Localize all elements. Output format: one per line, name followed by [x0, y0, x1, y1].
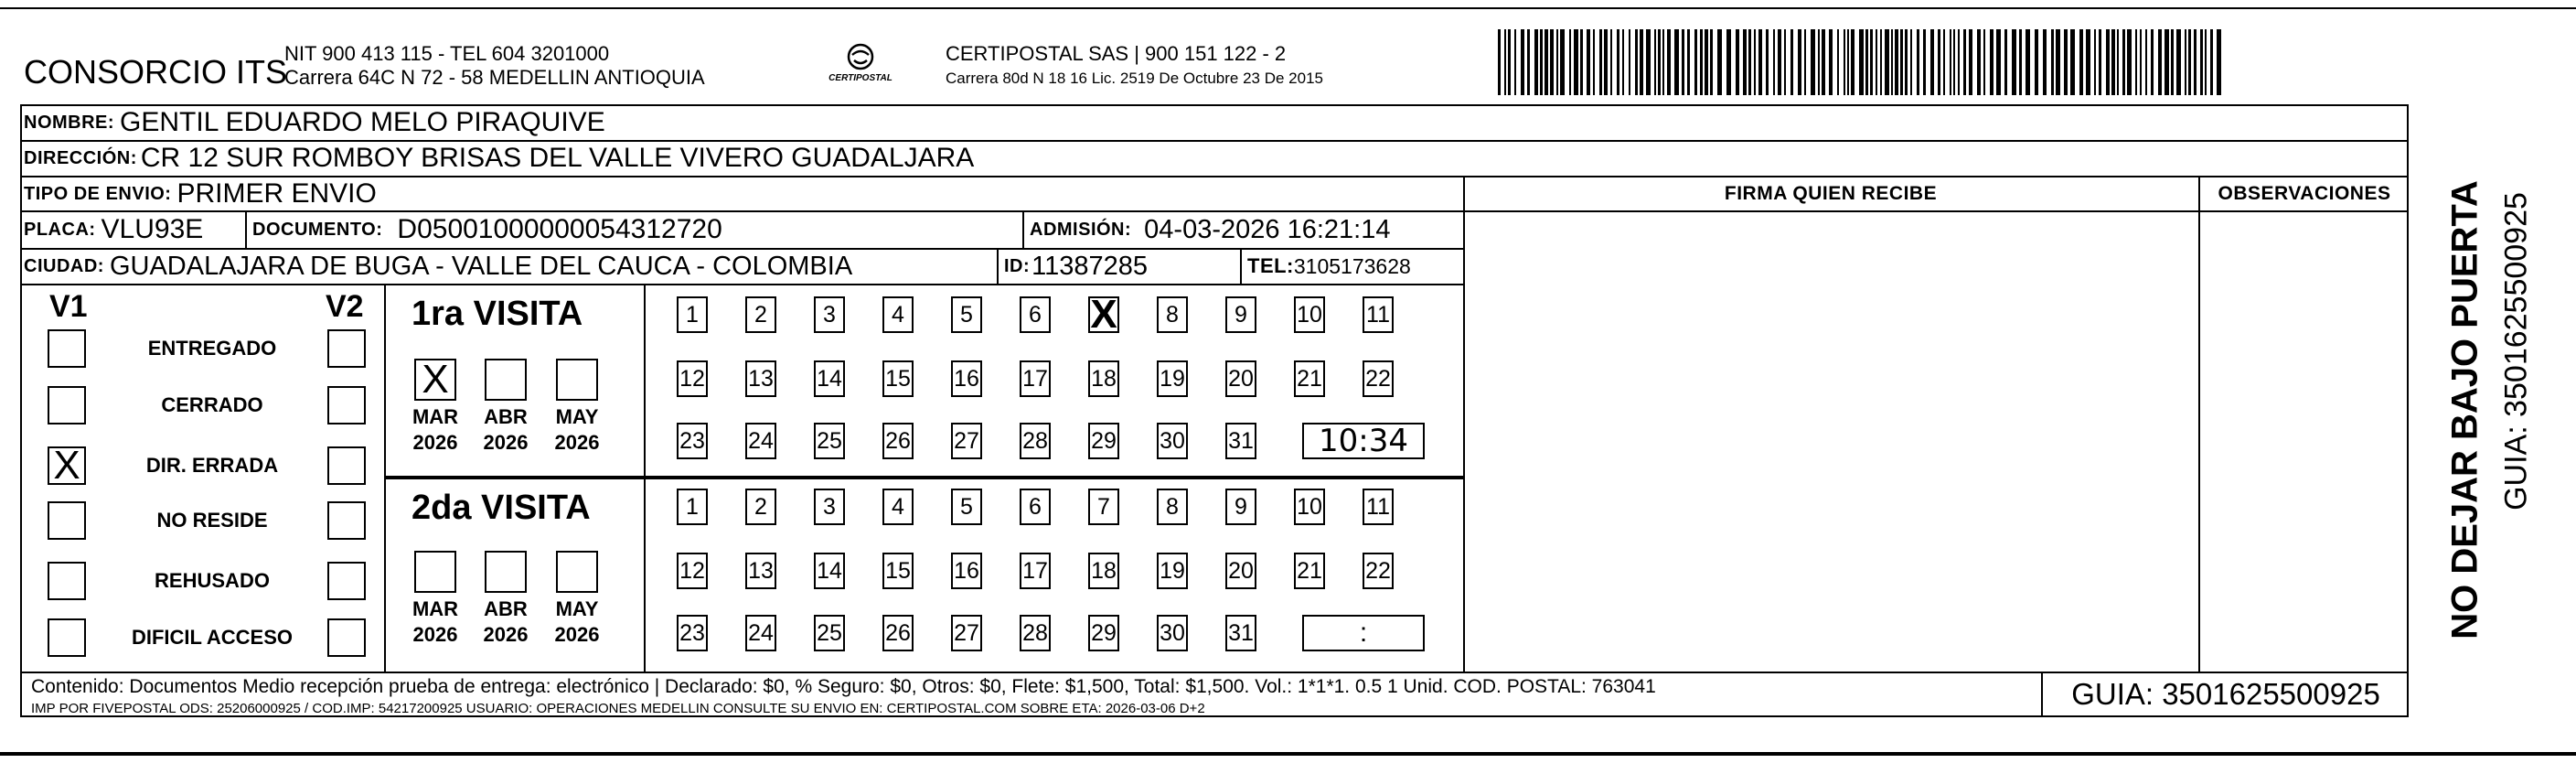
month-year: 2026	[554, 623, 600, 646]
month-name: ABR	[484, 597, 528, 620]
month-year: 2026	[554, 431, 600, 454]
day-box-24[interactable]: 24	[745, 423, 776, 459]
day-box-25[interactable]: 25	[814, 615, 845, 651]
day-box-27[interactable]: 27	[951, 615, 982, 651]
day-box-14[interactable]: 14	[814, 553, 845, 589]
footer-contenido: Contenido: Documentos Medio recepción prueba de entrega: electrónico | Declarado: $0, % Seguro: $0, Otros: $0, Flete: $1,500, Total: $1,500. Vol.: 1*1*1. 0.5 1 Unid. COD. POSTAL: 763041	[31, 676, 1656, 697]
day-box-16[interactable]: 16	[951, 360, 982, 397]
day-box-5[interactable]: 5	[951, 489, 982, 525]
direccion-row	[24, 140, 974, 177]
bottom-rule	[0, 752, 2576, 756]
day-box-29[interactable]: 29	[1088, 615, 1119, 651]
visita1-title: 1ra VISITA	[412, 295, 583, 333]
status-v1-checkbox[interactable]	[48, 501, 86, 540]
day-box-5[interactable]: 5	[951, 296, 982, 333]
month-name: MAR	[412, 597, 459, 620]
ciudad-label: CIUDAD:	[24, 255, 104, 276]
side-guia: GUIA: 3501625500925	[2498, 192, 2534, 510]
day-box-17[interactable]: 17	[1020, 553, 1051, 589]
status-v2-checkbox[interactable]	[327, 562, 366, 600]
day-box-29[interactable]: 29	[1088, 423, 1119, 459]
month-checkbox[interactable]	[556, 359, 598, 401]
month-year: 2026	[412, 623, 458, 646]
side-warning: NO DEJAR BAJO PUERTA	[2444, 180, 2485, 639]
day-box-31[interactable]: 31	[1225, 615, 1256, 651]
status-v2-checkbox[interactable]	[327, 329, 366, 368]
day-box-20[interactable]: 20	[1225, 360, 1256, 397]
v2-label: V2	[326, 289, 364, 324]
month-checkbox[interactable]	[485, 359, 527, 401]
day-box-18[interactable]: 18	[1088, 553, 1119, 589]
status-v2-checkbox[interactable]	[327, 501, 366, 540]
status-v2-checkbox[interactable]	[327, 386, 366, 424]
status-v1-checkbox[interactable]	[48, 386, 86, 424]
day-box-28[interactable]: 28	[1020, 615, 1051, 651]
day-box-11[interactable]: 11	[1363, 489, 1394, 525]
nombre-value: GENTIL EDUARDO MELO PIRAQUIVE	[120, 107, 605, 137]
status-label: DIR. ERRADA	[145, 454, 279, 477]
v1-label: V1	[49, 289, 88, 324]
id-value: 11387285	[1031, 251, 1149, 281]
direccion-label: DIRECCIÓN:	[24, 147, 137, 168]
day-box-22[interactable]: 22	[1363, 360, 1394, 397]
placa-value: VLU93E	[101, 214, 204, 244]
sender-company: CONSORCIO ITS	[24, 53, 288, 91]
day-box-14[interactable]: 14	[814, 360, 845, 397]
day-box-1[interactable]: 1	[677, 296, 708, 333]
day-box-2[interactable]: 2	[745, 296, 776, 333]
sender-nit: NIT 900 413 115 - TEL 604 3201000	[284, 42, 610, 65]
status-label: REHUSADO	[155, 569, 270, 592]
month-name: MAY	[555, 405, 599, 428]
day-box-13[interactable]: 13	[745, 360, 776, 397]
tel-label: TEL:	[1247, 254, 1294, 277]
day-box-15[interactable]: 15	[882, 553, 914, 589]
status-label: ENTREGADO	[147, 337, 277, 360]
day-box-3[interactable]: 3	[814, 296, 845, 333]
tel-value: 3105173628	[1293, 253, 1411, 278]
id-label: ID:	[1004, 255, 1031, 276]
nombre-row	[24, 104, 605, 141]
day-box-4[interactable]: 4	[882, 489, 914, 525]
status-v2-checkbox[interactable]	[327, 618, 366, 657]
ciudad-row	[24, 248, 852, 285]
carrier-license: Carrera 80d N 18 16 Lic. 2519 De Octubre 23 De 2015	[946, 70, 1323, 87]
visita2-title: 2da VISITA	[412, 489, 591, 527]
day-box-7[interactable]: 7	[1088, 489, 1119, 525]
day-box-6[interactable]: 6	[1020, 489, 1051, 525]
documento-label: DOCUMENTO:	[252, 219, 383, 240]
day-box-13[interactable]: 13	[745, 553, 776, 589]
status-label: NO RESIDE	[156, 509, 268, 532]
status-v1-checkbox[interactable]: X	[48, 446, 86, 485]
documento-value: D05001000000054312720	[397, 214, 722, 244]
day-box-26[interactable]: 26	[882, 615, 914, 651]
day-box-15[interactable]: 15	[882, 360, 914, 397]
day-box-10[interactable]: 10	[1294, 296, 1325, 333]
status-label: DIFICIL ACCESO	[131, 626, 293, 649]
tipo-row	[24, 176, 377, 212]
month-name: MAY	[555, 597, 599, 620]
day-box-23[interactable]: 23	[677, 423, 708, 459]
day-box-10[interactable]: 10	[1294, 489, 1325, 525]
placa-label: PLACA:	[24, 219, 96, 240]
tipo-value: PRIMER ENVIO	[176, 178, 377, 209]
day-box-20[interactable]: 20	[1225, 553, 1256, 589]
day-box-9[interactable]: 9	[1225, 489, 1256, 525]
day-box-3[interactable]: 3	[814, 489, 845, 525]
status-v1-checkbox[interactable]	[48, 562, 86, 600]
admision-field	[1030, 211, 1390, 248]
day-box-8[interactable]: 8	[1157, 489, 1188, 525]
day-box-2[interactable]: 2	[745, 489, 776, 525]
certipostal-logo-text: CERTIPOSTAL	[828, 73, 893, 83]
ciudad-value: GUADALAJARA DE BUGA - VALLE DEL CAUCA - COLOMBIA	[109, 251, 853, 281]
day-box-16[interactable]: 16	[951, 553, 982, 589]
day-box-17[interactable]: 17	[1020, 360, 1051, 397]
top-rule	[0, 7, 2576, 9]
month-year: 2026	[483, 623, 529, 646]
footer-imp: IMP POR FIVEPOSTAL ODS: 25206000925 / COD.IMP: 54217200925 USUARIO: OPERACIONES MEDELLIN CONSULTE SU ENVIO EN: CERTIPOSTAL.COM SOBRE ETA: 2026-03-06 D+2	[31, 701, 1205, 716]
day-box-19[interactable]: 19	[1157, 553, 1188, 589]
nombre-label: NOMBRE:	[24, 112, 115, 133]
month-name: ABR	[484, 405, 528, 428]
status-v1-checkbox[interactable]	[48, 618, 86, 657]
tipo-label: TIPO DE ENVIO:	[24, 183, 172, 204]
status-v1-checkbox[interactable]	[48, 329, 86, 368]
day-box-23[interactable]: 23	[677, 615, 708, 651]
day-box-24[interactable]: 24	[745, 615, 776, 651]
admision-label: ADMISIÓN:	[1030, 219, 1132, 240]
day-box-25[interactable]: 25	[814, 423, 845, 459]
day-box-27[interactable]: 27	[951, 423, 982, 459]
day-box-26[interactable]: 26	[882, 423, 914, 459]
day-box-21[interactable]: 21	[1294, 553, 1325, 589]
day-box-28[interactable]: 28	[1020, 423, 1051, 459]
carrier-name: CERTIPOSTAL SAS | 900 151 122 - 2	[946, 42, 1287, 65]
day-box-12[interactable]: 12	[677, 553, 708, 589]
admision-value: 04-03-2026 16:21:14	[1144, 214, 1391, 244]
certipostal-logo	[819, 40, 902, 95]
day-box-9[interactable]: 9	[1225, 296, 1256, 333]
month-checkbox[interactable]	[414, 551, 456, 593]
month-checkbox[interactable]: X	[414, 359, 456, 401]
day-box-18[interactable]: 18	[1088, 360, 1119, 397]
status-label: CERRADO	[161, 393, 263, 416]
direccion-value: CR 12 SUR ROMBOY BRISAS DEL VALLE VIVERO GUADALJARA	[140, 143, 975, 173]
day-box-31[interactable]: 31	[1225, 423, 1256, 459]
day-box-1[interactable]: 1	[677, 489, 708, 525]
month-year: 2026	[483, 431, 529, 454]
month-year: 2026	[412, 431, 458, 454]
day-box-8[interactable]: 8	[1157, 296, 1188, 333]
day-box-30[interactable]: 30	[1157, 423, 1188, 459]
day-box-30[interactable]: 30	[1157, 615, 1188, 651]
footer-guia: GUIA: 3501625500925	[2071, 677, 2380, 711]
tel-field	[1247, 248, 1411, 285]
id-field	[1004, 248, 1148, 285]
month-checkbox[interactable]	[485, 551, 527, 593]
sender-address: Carrera 64C N 72 - 58 MEDELLIN ANTIOQUIA	[284, 66, 705, 89]
firma-header: FIRMA QUIEN RECIBE	[1724, 183, 1938, 204]
placa-row	[24, 211, 203, 248]
month-name: MAR	[412, 405, 459, 428]
observaciones-header: OBSERVACIONES	[2218, 183, 2391, 204]
day-box-11[interactable]: 11	[1363, 296, 1394, 333]
day-box-6[interactable]: 6	[1020, 296, 1051, 333]
day-box-12[interactable]: 12	[677, 360, 708, 397]
month-checkbox[interactable]	[556, 551, 598, 593]
day-box-22[interactable]: 22	[1363, 553, 1394, 589]
time-box[interactable]: :	[1302, 615, 1425, 651]
day-box-4[interactable]: 4	[882, 296, 914, 333]
time-box[interactable]: 10:34	[1302, 423, 1425, 459]
day-box-7[interactable]: X	[1088, 296, 1119, 333]
day-box-21[interactable]: 21	[1294, 360, 1325, 397]
certipostal-logo-icon	[819, 40, 902, 95]
status-v2-checkbox[interactable]	[327, 446, 366, 485]
documento-field	[252, 211, 722, 248]
day-box-19[interactable]: 19	[1157, 360, 1188, 397]
barcode	[1498, 29, 2224, 95]
